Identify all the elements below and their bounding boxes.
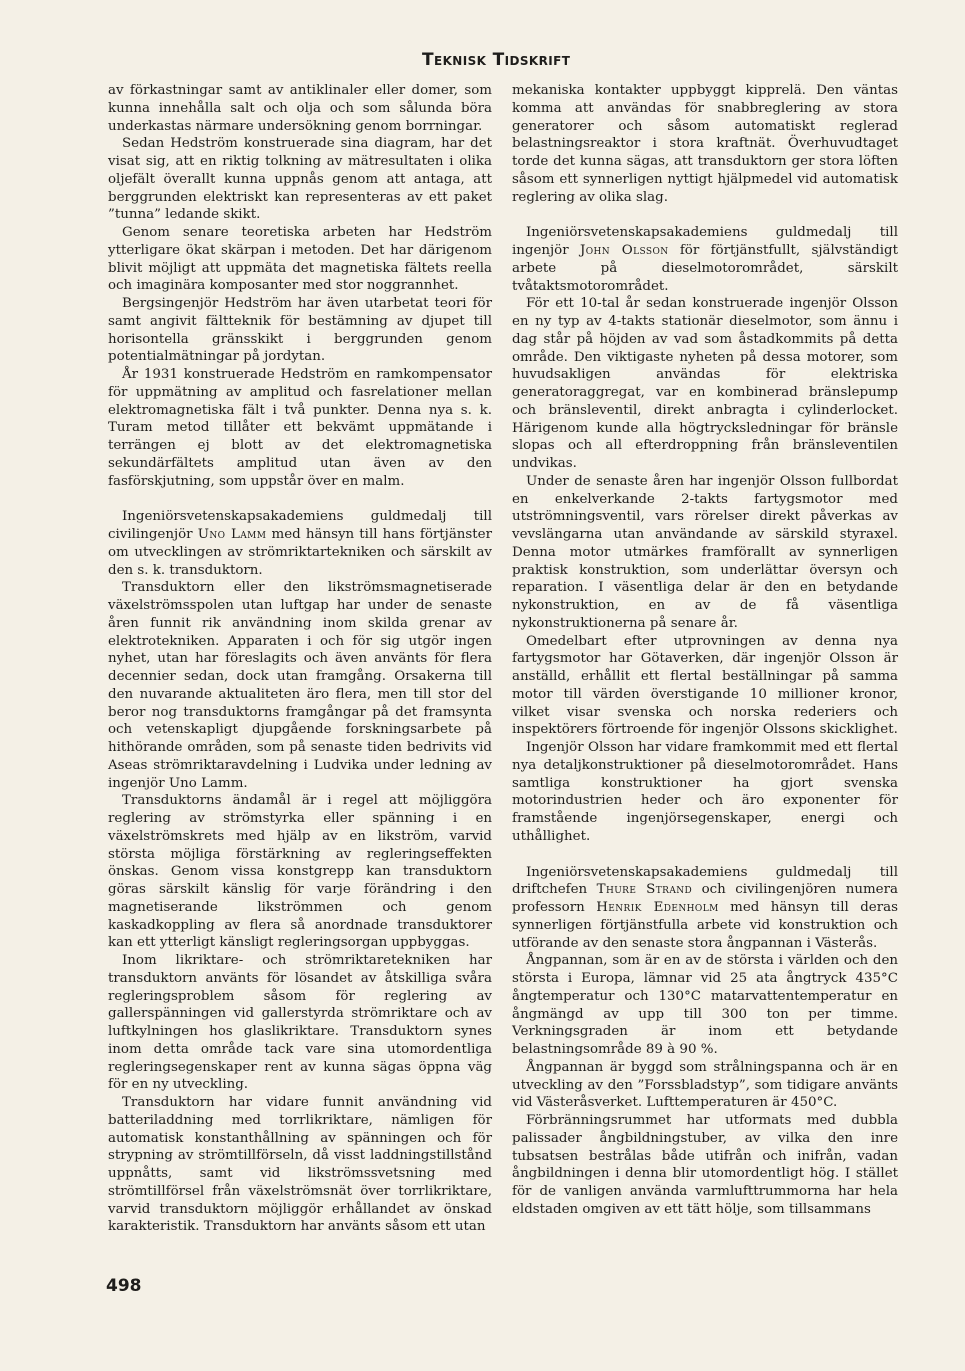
- paragraph: Transduktorn har vidare funnit användning vid batteriladdning med torrlikriktare, nämligen för automatisk konstanthållning av spänningen och för strypning av strömtillförseln, då visst laddningstillstånd uppnåtts, samt vid likströmssvetsning med strömtillförsel från växelströmsnät över torrlikriktare, varvid transduktorn möjliggör erhållandet av önskad karakteristik. Transduktorn har använts såsom ett utan: [108, 1095, 492, 1235]
- paragraph: Ångpannan, som är en av de största i världen och den största i Europa, lämnar vid 25 ata ångtryck 435°C ångtemperatur och 130°C matarvattentemperatur en ångmängd av upp till 300 ton per timme. Verkningsgraden är inom ett betydande belastningsområde 89 à 90 %.: [512, 953, 898, 1057]
- paragraph: Ingenjör Olsson har vidare framkommit med ett flertal nya detaljkonstruktioner på dieselmotorområdet. Hans samtliga konstruktioner ha gjort svenska motorindustrien heder och äro exponenter för framstående ingenjörsegenskaper, energi och uthållighet.: [512, 740, 898, 844]
- journal-title: Teknisk Tidskrift: [422, 50, 571, 70]
- paragraph: Omedelbart efter utprovningen av denna nya fartygsmotor har Götaverken, där ingenjör Olsson är anställd, erhållit ett flertal beställningar på samma motor till värden överstigande 10 millioner kronor, vilket visar svenska och norska rederiers och inspektörers förtroende för ingenjör Olssons skicklighet.: [512, 633, 898, 738]
- award-paragraph: Ingeniörsvetenskapsakademiens guldmedalj till civilingenjör Uno Lamm med hänsyn till hans förtjänster om utvecklingen av strömriktartekniken och särskilt av den s. k. transduktorn.: [108, 509, 493, 578]
- person-name: Uno Lamm: [197, 527, 267, 542]
- paragraph: Inom likriktare- och strömriktaretekniken har transduktorn använts för lösandet av åtskilliga svåra regleringsproblem såsom för reglering av gallerspänningen vid gallerstyrda strömriktare och av luftkylningen hos glaslikriktare. Transduktorn synes inom detta område tack vare sina utomordentliga regleringsegenskaper rent av kunna sägas öppna väg för en ny utveckling.: [108, 953, 492, 1093]
- person-name: John Olsson: [579, 243, 669, 258]
- right-column: [512, 82, 898, 1219]
- award-paragraph: Ingeniörsvetenskapsakademiens guldmedalj till ingenjör John Olsson för förtjänstfullt, självständigt arbete på dieselmotorområdet, särskilt tvåtaktsmotorområdet.: [512, 225, 898, 294]
- paragraph: Genom senare teoretiska arbeten har Hedström ytterligare ökat skärpan i metoden. Det har därigenom blivit möjligt att uppmäta det magnetiska fältets reella och imaginära komposanter med stor noggrannhet.: [108, 225, 492, 294]
- paragraph: Under de senaste åren har ingenjör Olsson fullbordat en enkelverkande 2-takts fartygsmotor med utströmningsventil, vars rörelser direkt påverkas av vevslängarna utan användande av särskild styraxel. Denna motor utmärkes framförallt av synnerligen praktisk konstruktion, som underlättar översyn och reparation. I väsentliga delar är den en betydande nykonstruktion, en av de få väsentliga nykonstruktionerna på senare år.: [512, 473, 898, 631]
- paragraph: av förkastningar samt av antiklinaler eller domer, som kunna innehålla salt och olja och som sålunda böra underkastas närmare undersökning genom borrningar.: [108, 83, 492, 134]
- paragraph: Transduktorns ändamål är i regel att möjliggöra reglering av strömstyrka eller spänning i en växelströmskrets med hjälp av en likström, varvid största möjliga förstärkning av regleringseffekten önskas. Genom vissa konstgrepp kan transduktorn göras särskilt känslig för varje förändring i den magnetiserande likströmmen och genom kaskadkoppling av flera så anordnade transduktorer kan ett ytterligt känsligt regleringsorgan uppbyggas.: [108, 793, 492, 951]
- paragraph: Transduktorn eller den likströmsmagnetiserade växelströmsspolen utan luftgap har under de senaste åren funnit rik användning inom skilda grenar av elektrotekniken. Apparaten i och för sig utgör ingen nyhet, utan har föreslagits och även använts för flera decennier sedan, dock utan framgång. Orsakerna till den nuvarande aktualiteten äro flera, men till stor del beror nog transduktorns framgångar på det framsynta och vetenskapligt djupgående forskningsarbete på hithörande områden, som på senaste tiden bedrivits vid Aseas strömriktaravdelning i Ludvika under ledning av ingenjör Uno Lamm.: [108, 580, 492, 791]
- paragraph: Ångpannan är byggd som strålningspanna och är en utveckling av den ”Forssbladstyp”, som tidigare använts vid Västeråsverket. Lufttemperaturen är 450°C.: [512, 1059, 898, 1111]
- paragraph: mekaniska kontakter uppbyggt kipprelä. Den väntas komma att användas för snabbreglering av stora generatorer och såsom automatiskt reglerad belastningsreaktor i stora kraftnät. Överhuvudtaget torde det kunna sägas, att transduktorn ger stora löften såsom ett synnerligen nyttigt hjälpmedel vid automatisk reglering av olika slag.: [512, 83, 898, 205]
- person-name: Henrik Edenholm: [596, 900, 719, 915]
- award-paragraph: Ingeniörsvetenskapsakademiens guldmedalj till driftchefen Thure Strand och civilingenjören numera professorn Henrik Edenholm med hänsyn till deras synnerligen förtjänstfulla arbete vid konstruktion och utförande av den senaste stora ångpannan i Västerås.: [512, 864, 898, 951]
- paragraph: Sedan Hedström konstruerade sina diagram, har det visat sig, att en riktig tolkning av mätresultaten i olika oljefält överallt kunna uppnås genom att antaga, att berggrunden elektriskt kan representeras av ett paket ”tunna” ledande skikt.: [108, 136, 492, 223]
- paragraph: Förbränningsrummet har utformats med dubbla palissader ångbildningstuber, av vilka den inre tubsatsen bestrålas både utifrån och inifrån, vadan ångbildningen i denna blir utomordentligt hög. I stället för de vanligen använda varmlufttrummorna har hela eldstaden omgiven av ett tätt hölje, som tillsammans: [512, 1113, 898, 1217]
- paragraph: Bergsingenjör Hedström har även utarbetat teori för samt angivit fältteknik för bestämning av djupet till horisontella gränsskikt i berggrunden genom potentialmätningar på jordytan.: [108, 296, 492, 365]
- page-number: 498: [106, 1276, 142, 1296]
- paragraph: För ett 10-tal år sedan konstruerade ingenjör Olsson en ny typ av 4-takts stationär dieselmotor, som ännu i dag står på höjden av vad som åstadkommits på detta område. Den viktigaste nyheten på dessa motorer, som huvudsakligen användas för elektriska generatoraggregat, var en kombinerad bränslepump och bränsleventil, direkt anbragta i cylinderlocket. Härigenom kunde alla högtrycksledningar för bränsle slopas och all efterdroppning från bränsleventilen undvikas.: [512, 296, 898, 471]
- person-name: Thure Strand: [596, 882, 693, 898]
- paragraph: År 1931 konstruerade Hedström en ramkompensator för uppmätning av amplitud och fasrelationer mellan elektromagnetiska fält i två punkter. Denna nya s. k. Turam metod tillåter ett bekvämt uppmätande i terrängen ej blott av det elektromagnetiska sekundärfältets amplitud utan även av den fasförskjutning, som uppstår över en malm.: [108, 367, 492, 489]
- left-column: [108, 82, 492, 1236]
